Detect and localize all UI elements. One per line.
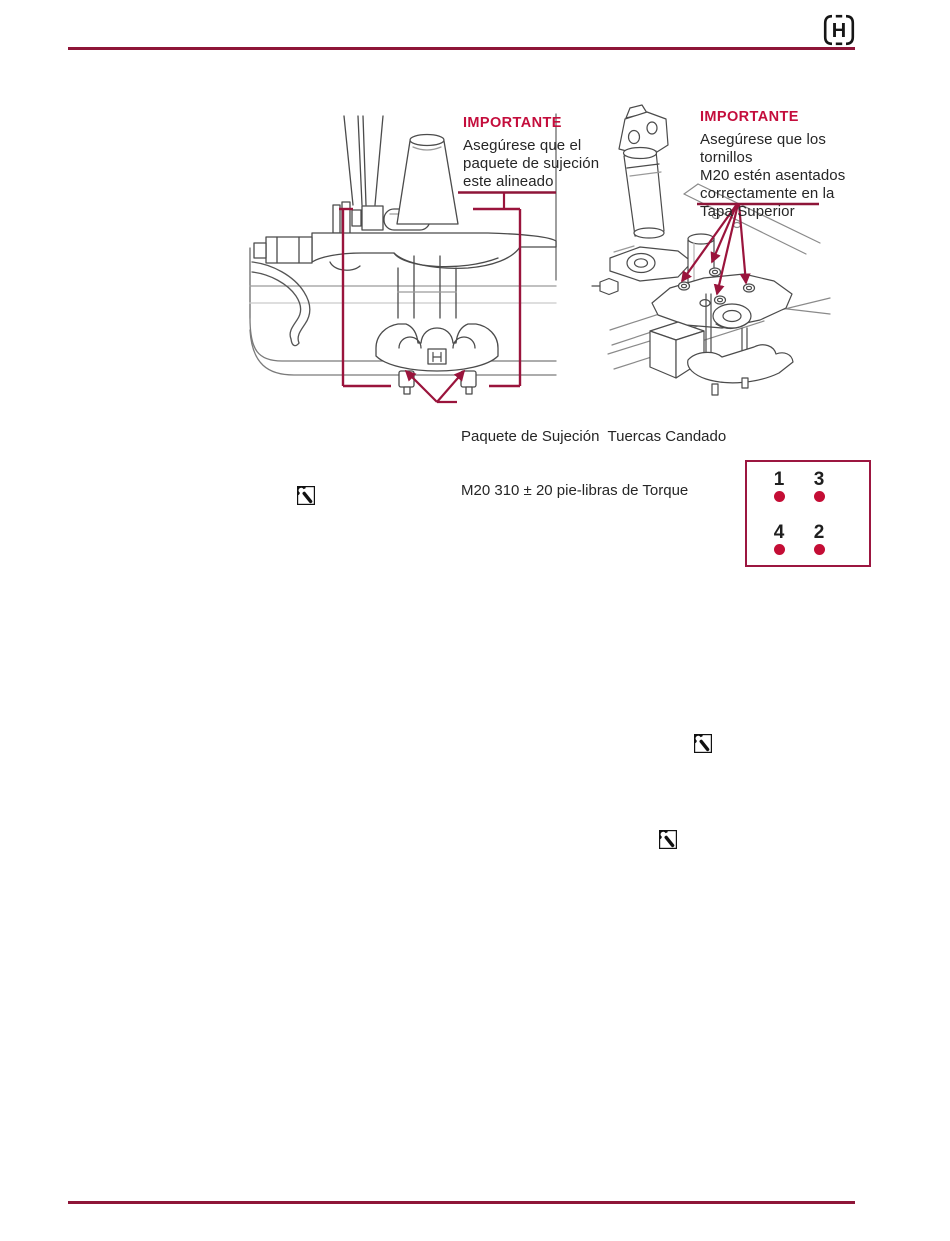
caption-line: M20 310 ± 20 pie-libras de Torque — [461, 482, 689, 499]
caption-line: Paquete de Sujeción Tuercas Candado — [461, 428, 727, 445]
clamp-caption — [461, 392, 726, 536]
torque-dot — [814, 544, 825, 555]
note-line: paquete de sujeción — [463, 155, 600, 172]
wrench-icon — [694, 734, 712, 753]
note-line: Asegúrese que los tornillos — [700, 131, 826, 166]
torque-sequence-box — [745, 460, 871, 567]
wrench-icon — [297, 486, 315, 505]
torque-cell — [805, 471, 833, 513]
torque-dot — [774, 491, 785, 502]
important-note-right — [700, 108, 880, 221]
wrench-icon — [659, 830, 677, 849]
note-line: correctamente en la — [700, 185, 835, 202]
note-line: M20 estén asentados — [700, 167, 846, 184]
note-line: Tapa Superior — [700, 203, 795, 220]
torque-number: 4 — [773, 521, 785, 543]
note-heading: IMPORTANTE — [700, 109, 799, 125]
torque-dot — [814, 491, 825, 502]
torque-number: 2 — [813, 521, 825, 543]
torque-cell — [765, 521, 793, 566]
torque-number: 3 — [813, 469, 825, 490]
torque-dot — [774, 544, 785, 555]
torque-number: 1 — [773, 469, 785, 490]
torque-cell — [805, 521, 833, 566]
important-note-left — [463, 114, 613, 191]
note-line: este alineado — [463, 173, 554, 190]
torque-cell — [765, 471, 793, 513]
brand-letter: H — [831, 20, 847, 42]
footer-rule — [68, 1201, 855, 1204]
note-line: Asegúrese que el — [463, 137, 582, 154]
note-heading: IMPORTANTE — [463, 115, 562, 131]
